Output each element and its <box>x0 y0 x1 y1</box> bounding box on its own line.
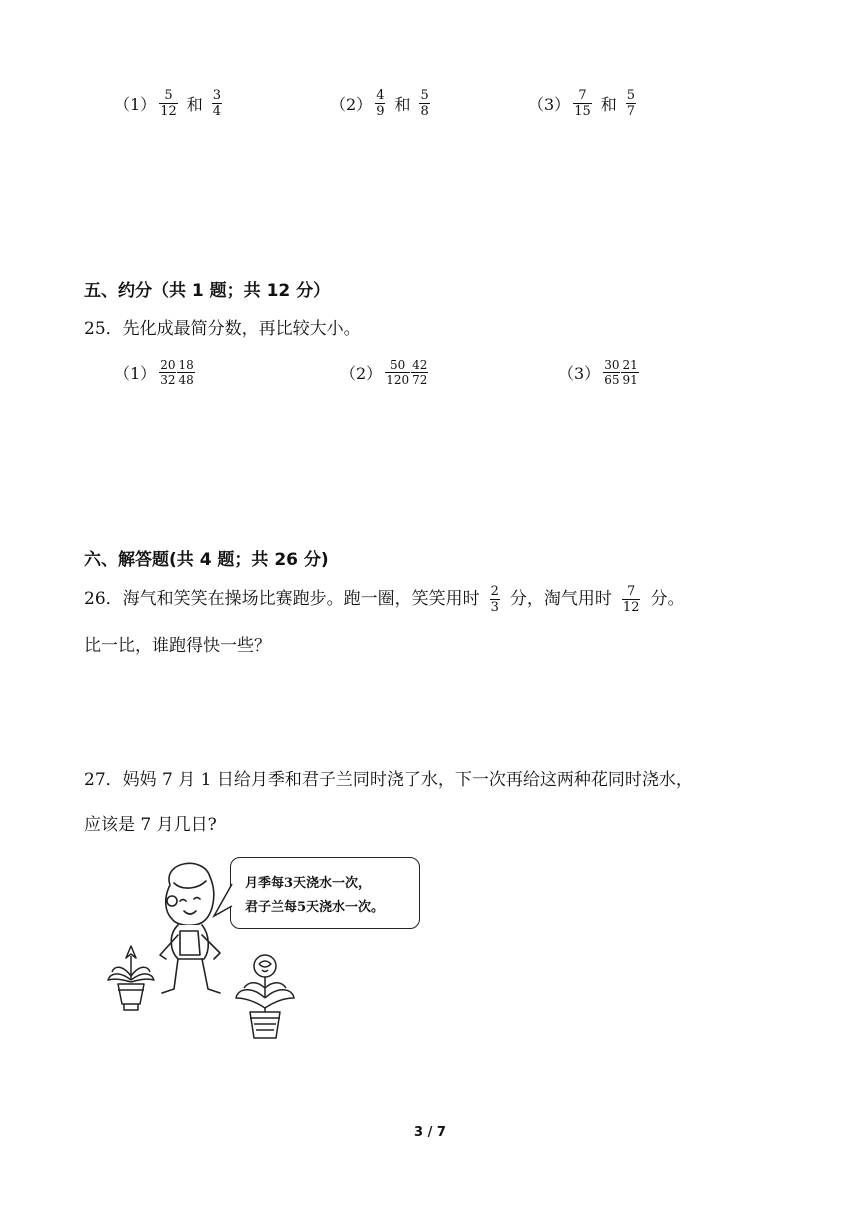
fraction: $\frac{2}{3}$ <box>490 584 499 615</box>
conjunction: 和 <box>394 95 411 114</box>
item-label: （2） <box>330 95 373 114</box>
frac-compare-row <box>330 88 433 119</box>
item-label: （3） <box>558 364 601 383</box>
fraction: $\frac{20}{32}$ <box>160 358 176 387</box>
item-label: （1） <box>114 364 157 383</box>
conjunction: 和 <box>600 95 617 114</box>
question-26-line-1 <box>84 584 684 615</box>
item-label: （3） <box>528 95 571 114</box>
q26-text-c: 分。 <box>650 589 685 609</box>
fraction: $\frac{7}{12}$ <box>622 584 640 615</box>
reduce-row <box>340 358 431 387</box>
conjunction: 和 <box>186 95 203 114</box>
bubble-line-2: 君子兰每5天浇水一次。 <box>245 900 385 915</box>
fraction: $\frac{50}{120}$ <box>386 358 410 387</box>
fraction: $\frac{42}{72}$ <box>412 358 428 387</box>
fraction: $\frac{21}{91}$ <box>622 358 638 387</box>
rose-pot-icon <box>230 950 300 1046</box>
bubble-line-1: 月季每3天浇水一次， <box>245 876 372 891</box>
fraction: $\frac{18}{48}$ <box>178 358 194 387</box>
q26-text-b: 分，淘气用时 <box>509 589 612 609</box>
reduce-row <box>114 358 198 387</box>
section-heading-5: 五、约分（共 1 题；共 12 分） <box>84 281 331 301</box>
fraction: $\frac{4}{9}$ <box>376 88 385 119</box>
fraction: $\frac{5}{12}$ <box>160 88 177 119</box>
section-heading-6: 六、解答题(共 4 题；共 26 分) <box>84 550 329 570</box>
fraction: $\frac{5}{7}$ <box>626 88 636 119</box>
question-25: 25．先化成最简分数，再比较大小。 <box>84 319 361 339</box>
fraction: $\frac{3}{4}$ <box>212 88 222 119</box>
frac-compare-row <box>114 88 225 119</box>
page-number: 3 / 7 <box>414 1125 446 1140</box>
item-label: （1） <box>114 95 157 114</box>
fraction: $\frac{5}{8}$ <box>420 88 429 119</box>
mother-figure-icon <box>148 855 232 1005</box>
potted-flower-icon <box>104 940 158 1014</box>
speech-bubble <box>230 857 420 929</box>
fraction: $\frac{7}{15}$ <box>574 88 591 119</box>
question-26-line-2: 比一比，谁跑得快一些？ <box>84 636 271 656</box>
fraction: $\frac{30}{65}$ <box>604 358 620 387</box>
reduce-row <box>558 358 642 387</box>
q26-text-a: 26．海气和笑笑在操场比赛跑步。跑一圈，笑笑用时 <box>84 589 480 609</box>
frac-compare-row <box>528 88 639 119</box>
question-27-line-1: 27．妈妈 7 月 1 日给月季和君子兰同时浇了水，下一次再给这两种花同时浇水， <box>84 770 693 790</box>
item-label: （2） <box>340 364 383 383</box>
question-27-line-2: 应该是 7 月几日? <box>84 815 217 835</box>
